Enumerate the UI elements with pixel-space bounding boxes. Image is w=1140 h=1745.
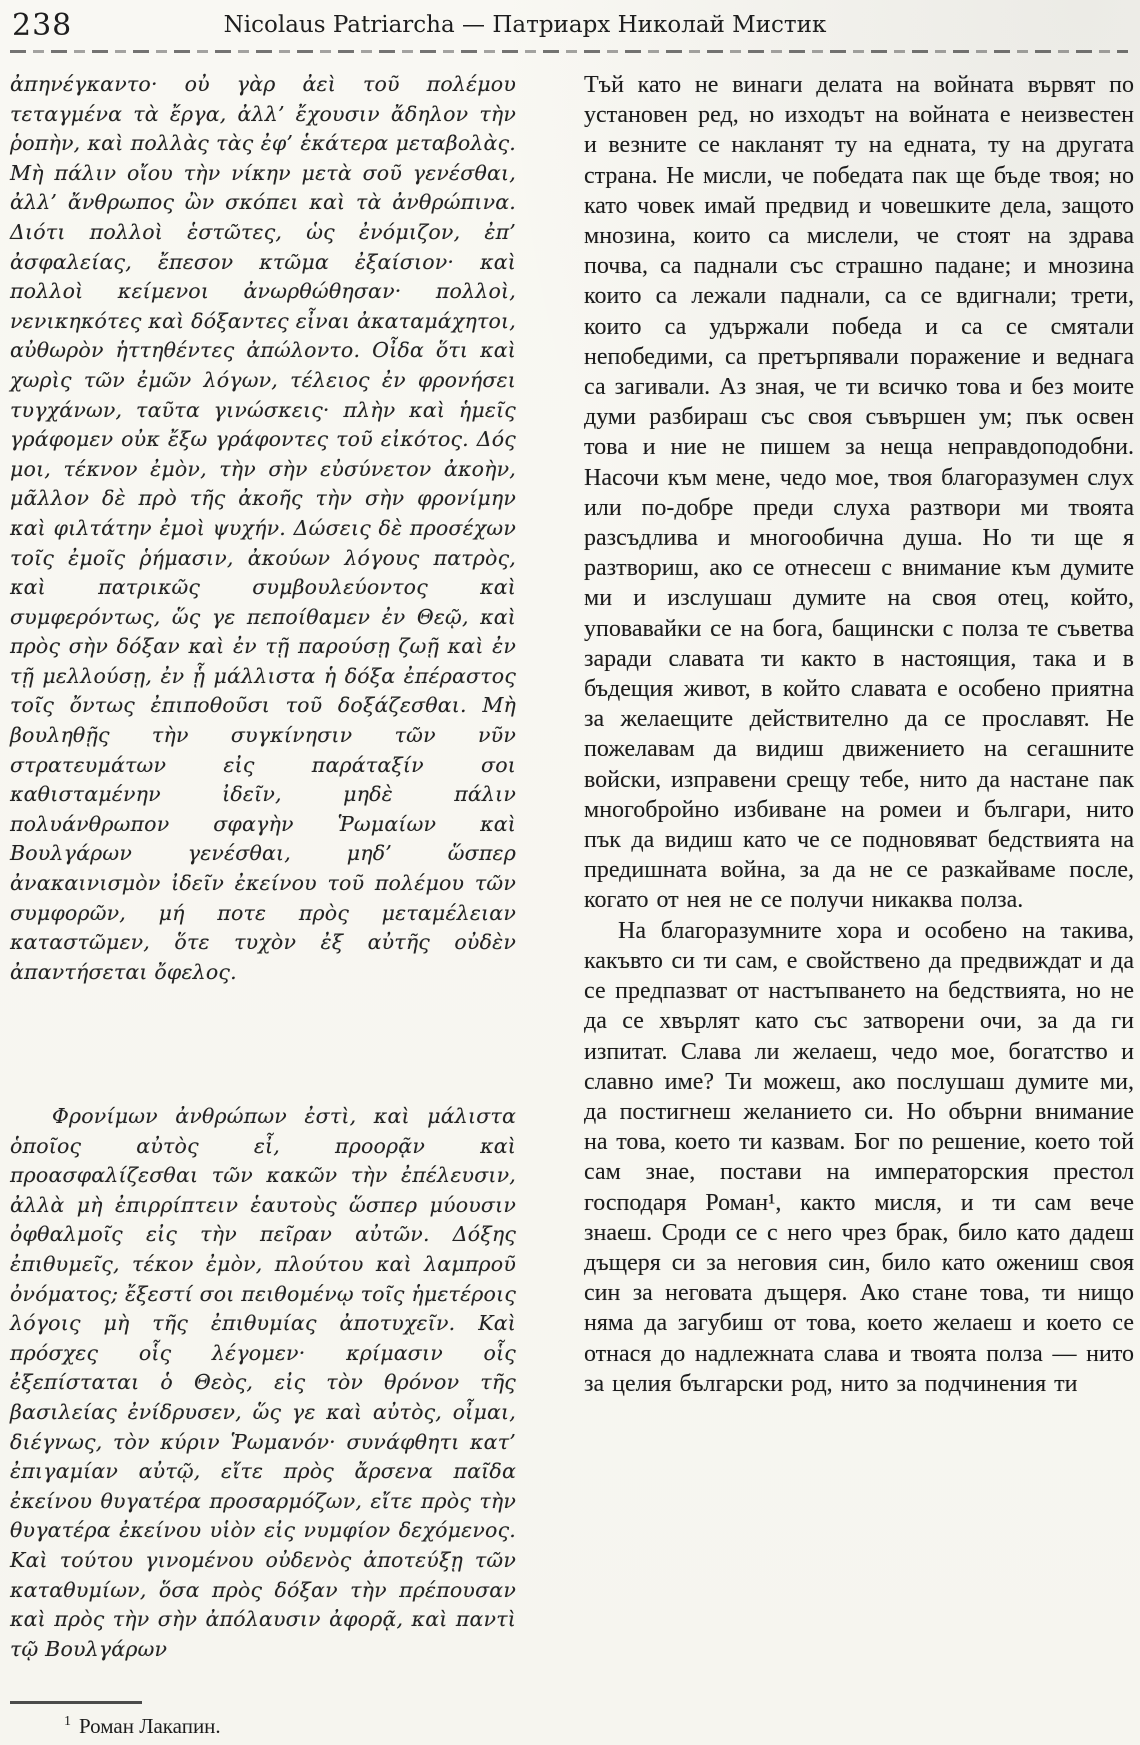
page-header (10, 8, 1130, 42)
greek-paragraph-2: Φρονίμων ἀνθρώπων ἐστὶ, καὶ μάλιστα ὁποῖος αὐτὸς εἶ, προορᾷν καὶ προασφαλίζεσθαι τῶν κακῶν τὴν ἐπέλευσιν, ἀλλὰ μὴ ἐπιρρίπτειν ἑαυτοὺς ὥσπερ μύουσιν ὀφθαλμοῖς εἰς τὴν πεῖραν αὐτῶν. Δόξης ἐπιθυμεῖς, τέκον ἐμὸν, πλούτου καὶ λαμπροῦ ὀνόματος; ἔξεστί σοι πειθομένῳ τοῖς ἡμετέροις λόγοις μὴ τῆς ἐπιθυμίας ἀποτυχεῖν. Καὶ πρόσχες οἷς λέγομεν· κρίμασιν οἷς ἐξεπίσταται ὁ Θεὸς, εἰς τὸν θρόνον τῆς βασιλείας ἐνίδρυσεν, ὥς γε καὶ αὐτὸς, οἶμαι, διέγνως, τὸν κύριν Ῥωμανόν· συνάφθητι κατ’ ἐπιγαμίαν αὐτῷ, εἴτε πρὸς ἄρσενα παῖδα ἐκείνου θυγατέρα προσαρμόζων, εἴτε πρὸς τὴν θυγατέρα ἐκείνου υἱὸν εἰς νυμφίον δεχόμενος. Καὶ τούτου γινομένου οὐδενὸς ἀποτεύξῃ τῶν καταθυμίων, ὅσα πρὸς δόξαν τὴν πρέπουσαν καὶ πρὸς τὴν σὴν ἀπόλαυσιν ἀφορᾷ, καὶ παντὶ τῷ Βουλγάρων (10, 1104, 516, 1661)
footnote-marker: 1 (64, 1714, 71, 1729)
footnote-separator-rule (10, 1701, 142, 1704)
footnote-text: Роман Лакапин. (79, 1714, 221, 1738)
footnote (64, 1714, 221, 1739)
running-title: Nicolaus Patriarcha — Патриарх Николай Мистик (223, 12, 827, 38)
bulgarian-column (584, 70, 1134, 1399)
bulgarian-paragraph-1: Тъй като не винаги делата на войната вървят по установен ред, но изходът на войната е неизвестен и везните се накланят ту на едната, ту на другата страна. Не мисли, че победата пак ще бъде твоя; но като човек имай предвид и човешките дела, защото мнозина, които са мислели, че стоят на здрава почва, са паднали със страшно падане; и мнозина които са лежали паднали, са се вдигнали; трети, които са удържали победа и са се смятали непобедими, са претърпявали поражение и веднага са загивали. Аз зная, че ти всичко това и без моите думи разбираш със своя съвършен ум; пък освен това и ние не пишем за неща неправдоподобни. Насочи към мене, чедо мое, твоя благоразумен слух или по-добре преди слуха разтвори ми твоята разсъдлива и многообична душа. Но ти ще я разтвориш, ако се отнесеш с внимание към думите ми и изслушаш думите на своя отец, който, уповавайки се на бога, бащински с полза те съветва заради славата ти както в настоящия, така и в бъдещия живот, в който славата е особено приятна за желаещите действително да се прославят. Не пожелавам да видиш движението на сегашните войски, изправени срещу тебе, нито да настане пак многобройно избиване на ромеи и българи, нито пък да видиш като че се подновяват бедствията на предишната война, за да не се разкайваме после, когато от нея не се получи никаква полза. (584, 72, 1134, 914)
greek-paragraph-1: ἀπηνέγκαντο· οὐ γὰρ ἀεὶ τοῦ πολέμου τεταγμένα τὰ ἔργα, ἀλλ’ ἔχουσιν ἄδηλον τὴν ῥοπὴν, καὶ πολλὰς τὰς ἐφ’ ἑκάτερα μεταβολὰς. Μὴ πάλιν οἴου τὴν νίκην μετὰ σοῦ γενέσθαι, ἀλλ’ ἄνθρωπος ὢν σκόπει καὶ τὰ ἀνθρώπινα. Διότι πολλοὶ ἑστῶτες, ὡς ἐνόμιζον, ἐπ’ ἀσφαλείας, ἔπεσον κτῶμα ἐξαίσιον· καὶ πολλοὶ κείμενοι ἀνωρθώθησαν· πολλοὶ, νενικηκότες καὶ δόξαντες εἶναι ἀκαταμάχητοι, αὐθωρὸν ἡττηθέντες ἀπώλοντο. Οἶδα ὅτι καὶ χωρὶς τῶν ἐμῶν λόγων, τέλειος ἐν φρονήσει τυγχάνων, ταῦτα γινώσκεις· πλὴν καὶ ἡμεῖς γράφομεν οὐκ ἔξω γράφοντες τοῦ εἰκότος. Δός μοι, τέκνον ἐμὸν, τὴν σὴν εὐσύνετον ἀκοὴν, μᾶλλον δὲ πρὸ τῆς ἀκοῆς τὴν σὴν φρονίμην καὶ φιλτάτην ἐμοὶ ψυχήν. Δώσεις δὲ προσέχων τοῖς ἐμοῖς ῥήμασιν, ἀκούων λόγους πατρὸς, καὶ πατρικῶς συμβουλεύοντος καὶ συμφερόντως, ὥς γε πεποίθαμεν ἐν Θεῷ, καὶ πρὸς σὴν δόξαν καὶ ἐν τῇ παρούσῃ ζωῇ καὶ ἐν τῇ μελλούσῃ, ἐν ᾗ μάλλιστα ἡ δόξα ἐπέραστος τοῖς ὄντως ἐπιποθοῦσι τοῦ δοξάζεσθαι. Μὴ βουληθῇς τὴν συγκίνησιν τῶν νῦν στρατευμάτων εἰς παράταξίν σοι καθισταμένην ἰδεῖν, μηδὲ πάλιν πολυάνθρωπον σφαγὴν Ῥωμαίων καὶ Βουλγάρων γενέσθαι, μηδ’ ὥσπερ ἀνακαινισμὸν ἰδεῖν ἐκείνου τοῦ πολέμου τῶν συμφορῶν, μή ποτε πρὸς μεταμέλειαν καταστῶμεν, ὅτε τυχὸν ἐξ αὐτῆς οὐδὲν ἀπαντήσεται ὄφελος. (10, 72, 516, 984)
page-number: 238 (12, 8, 73, 43)
bulgarian-paragraph-2: На благоразумните хора и особено на такива, какъвто си ти сам, е свойствено да предвиждат и да се предпазват от настъпването на бедствията, но не да се хвърлят като със затворени очи, за да ги изпитат. Слава ли желаеш, чедо мое, богатство и славно име? Ти можеш, ако послушаш думите ми, да постигнеш желанието си. Но обърни внимание на това, което ти казвам. Бог по решение, което той сам знае, постави на императорския престол господаря Роман¹, както мисля, и ти сам вече знаеш. Сроди се с него чрез брак, било като дадеш дъщеря си за неговия син, било като ожениш своя син за неговата дъщеря. Ако стане това, ти нищо няма да загубиш от това, което желаеш и което се отнася до надлежната слава и твоята полза — нито за целия български род, нито за подчинения ти (584, 917, 1134, 1397)
two-column-text (10, 70, 1134, 1661)
greek-column (10, 70, 516, 1661)
header-rule (10, 50, 1128, 53)
